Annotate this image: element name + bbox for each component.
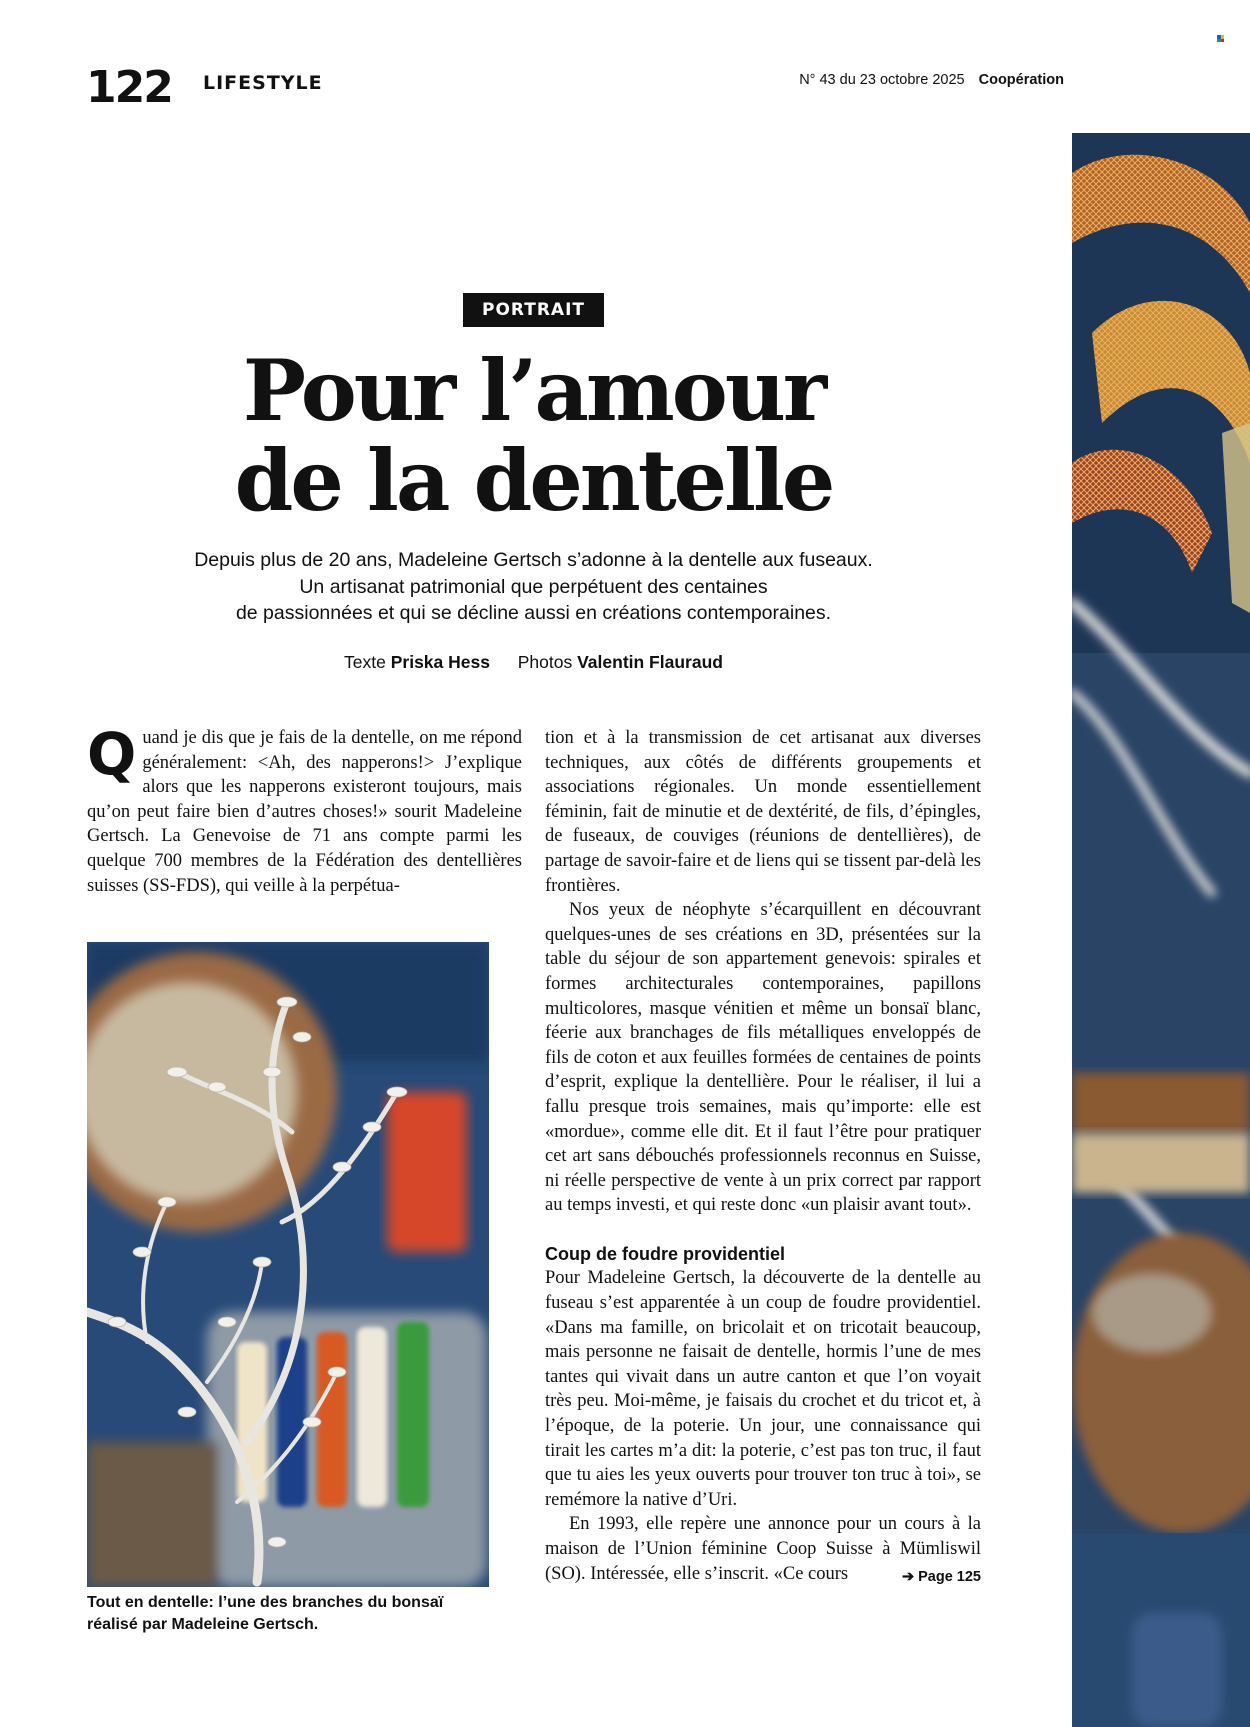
kicker-badge: PORTRAIT bbox=[463, 293, 604, 327]
print-color-mark bbox=[1217, 35, 1224, 42]
lede-line-3: de passionnées et qui se décline aussi en créations contemporaines. bbox=[235, 602, 832, 624]
bonsai-photo-illustration bbox=[87, 942, 489, 1587]
section-subhead: Coup de foudre providentiel bbox=[545, 1243, 786, 1264]
body-column-1 bbox=[87, 720, 522, 898]
byline-photo-label: Photos bbox=[517, 652, 573, 672]
last-paragraph-text: En 1993, elle repère une annonce pour un cours à la maison de l’Union féminine Coop Suisse à Mümliswil (SO). Intéressée, elle s’inscrit. «Ce cours bbox=[545, 1514, 981, 1584]
continued-on-page-link[interactable]: ➔ Page 125 bbox=[901, 1568, 981, 1585]
byline bbox=[150, 652, 917, 672]
byline-author: Priska Hess bbox=[390, 652, 490, 672]
byline-text-label: Texte bbox=[344, 652, 386, 672]
caption-line-2: réalisé par Madeleine Gertsch. bbox=[87, 1616, 319, 1633]
body-paragraph: uand je dis que je fais de la dentelle, on me répond généralement: <Ah, des napperons!> J’explique alors que les napperons existeront toujours, mais qu’on peut faire bien d’autres choses!» sourit Madeleine Gertsch. La Genevoise de 71 ans compte parmi les quelque 700 membres de la Fédération des dentellières suisses (SS-FDS), qui veille à la perpétua- bbox=[87, 728, 522, 896]
article-lede bbox=[150, 547, 917, 627]
title-line-1: Pour l’amour bbox=[242, 341, 825, 440]
body-paragraph: tion et à la transmission de cet artisanat aux diverses techniques, aux côtés de différents groupements et associations régionales. Un monde essentiellement féminin, fait de minutie et de dextérité, de fils, d’épingles, de fuseaux, de couviges (réunions de dentellières), de partage de savoir-faire et de liens qui se tissent par-delà les frontières. bbox=[545, 728, 981, 896]
body-paragraph: Pour Madeleine Gertsch, la découverte de la dentelle au fuseau s’est apparentée à un coup de foudre providentiel. «Dans ma famille, on bricolait et on tricotait beaucoup, mais personne ne faisait de dentelle, hormis l’une de mes tantes qui vivait dans un autre canton et que l’on voyait très peu. Moi-même, je faisais du crochet et du tricot et, à l’époque, de la poterie. Un jour, une connaissance qui tirait les cartes m’a dit: la poterie, c’est pas ton truc, il faut que tu aies les yeux ouverts pour trouver ton truc à toi», se remémore la native d’Uri. bbox=[545, 1268, 981, 1510]
caption-line-1: Tout en dentelle: l’une des branches du bonsaï bbox=[87, 1594, 444, 1611]
lede-line-1: Depuis plus de 20 ans, Madeleine Gertsch s’adonne à la dentelle aux fuseaux. bbox=[194, 549, 873, 571]
page-number: 122 bbox=[86, 62, 172, 113]
body-paragraph-last bbox=[545, 1512, 981, 1586]
issue-date: N° 43 du 23 octobre 2025 bbox=[799, 72, 965, 88]
title-line-2: de la dentelle bbox=[234, 431, 833, 530]
byline-photographer: Valentin Flauraud bbox=[577, 652, 723, 672]
lede-line-2: Un artisanat patrimonial que perpétuent des centaines bbox=[299, 575, 768, 598]
photo-caption bbox=[87, 1592, 489, 1636]
body-column-2 bbox=[545, 726, 981, 1589]
bonsai-branch-photo bbox=[87, 942, 489, 1587]
issue-info bbox=[799, 73, 1064, 88]
lace-spirals-photo bbox=[1072, 133, 1250, 1727]
section-label: LIFESTYLE bbox=[203, 72, 323, 94]
drop-cap: Q bbox=[87, 720, 137, 788]
lace-photo-illustration bbox=[1072, 133, 1250, 1727]
body-paragraph: Nos yeux de néophyte s’écarquillent en découvrant quelques-unes de ses créations en 3D, présentées sur la table du séjour de son appartement genevois: spirales et formes architecturales contemporaines, papillons multicolores, masque vénitien et même un bonsaï blanc, féerie aux branchages de fils métalliques enveloppés de fils de coton et aux feuilles formées de centaines de points d’esprit, explique la dentellière. Pour le réaliser, il lui a fallu presque trois semaines, mais qu’importe: elle est «mordue», comme elle dit. Et il faut l’être pour pratiquer cet art sans débouchés professionnels reconnus en Suisse, ni réelle perspective de vente à un prix correct par rapport au temps investi, et qui reste donc «un plaisir avant tout». bbox=[545, 900, 981, 1216]
article-title bbox=[200, 341, 867, 530]
publication-name: Coopération bbox=[978, 72, 1064, 88]
